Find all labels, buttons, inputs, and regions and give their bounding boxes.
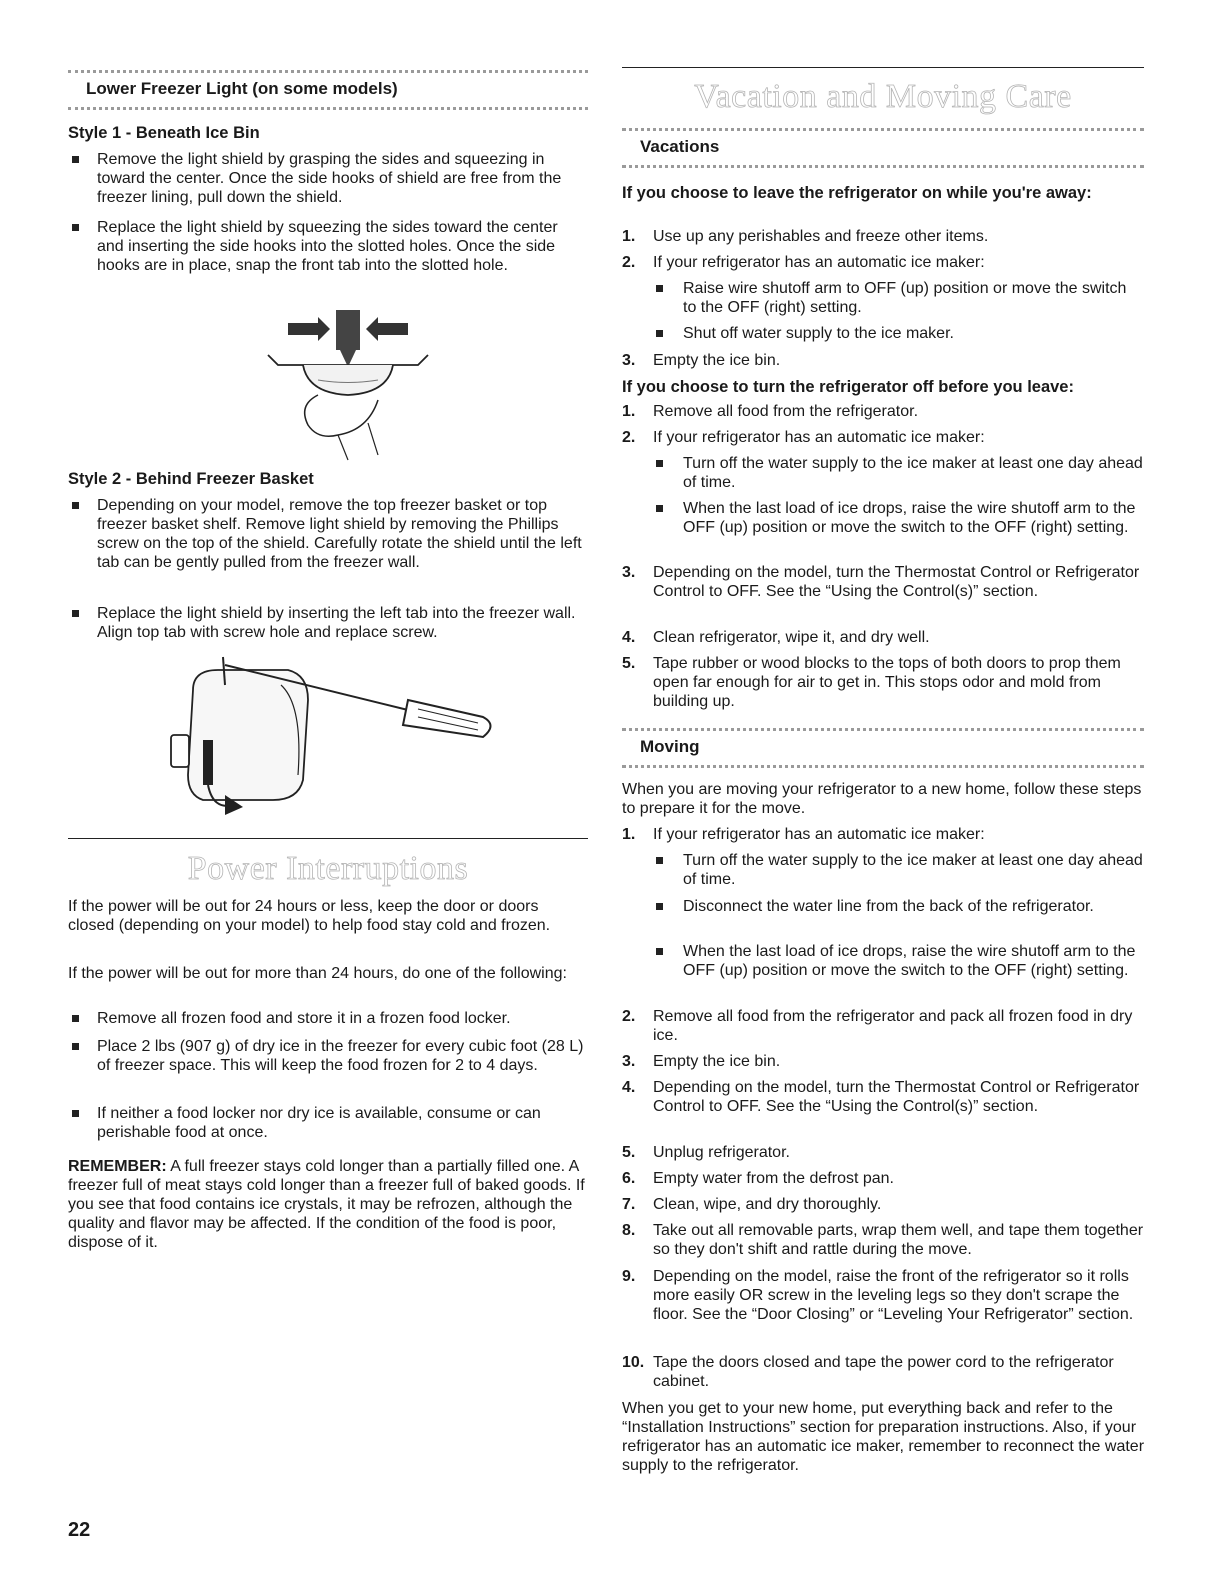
freezer-light-section-header: [68, 70, 588, 110]
list-item: 3. Depending on the model, turn the Thermostat Control or Refrigerator Control to OFF. See the “Using the Control(s)” section.: [622, 564, 1140, 600]
list-item: Shut off water supply to the ice maker.: [652, 324, 1144, 343]
list-item: 8. Take out all removable parts, wrap them well, and tape them together so they don't shift and rattle during the move.: [622, 1222, 1144, 1258]
list-item: 3. Empty the ice bin.: [622, 1053, 781, 1070]
list-item: Replace the light shield by inserting the left tab into the freezer wall. Align top tab with screw hole and replace screw.: [68, 604, 588, 642]
section-divider: [622, 67, 1144, 68]
moving-intro: When you are moving your refrigerator to a new home, follow these steps to prepare it for the move.: [622, 781, 1142, 817]
moving-label: Moving: [640, 737, 700, 756]
list-item: 4. Depending on the model, turn the Thermostat Control or Refrigerator Control to OFF. See the “Using the Control(s)” section.: [622, 1079, 1140, 1115]
style2-heading: Style 2 - Behind Freezer Basket: [68, 470, 314, 488]
list-item: Turn off the water supply to the ice maker at least one day ahead of time.: [652, 851, 1144, 889]
list-item: Disconnect the water line from the back of the refrigerator.: [652, 897, 1144, 916]
list-item: Depending on your model, remove the top freezer basket or top freezer basket shelf. Remove light shield by removing the Phillips screw on the top of the shield. Carefully rotate the shield until the left tab can be gently pulled from the freezer wall.: [68, 496, 588, 572]
list-item: Remove the light shield by grasping the sides and squeezing in toward the center. Once the side hooks of shield are free from the freezer lining, pull down the shield.: [68, 150, 588, 207]
style1-heading: Style 1 - Beneath Ice Bin: [68, 124, 260, 142]
section-divider: [68, 838, 588, 839]
vacations-label: Vacations: [640, 137, 720, 156]
power-paragraph-1: If the power will be out for 24 hours or less, keep the door or doors closed (depending on your model) to help food stay cold and frozen.: [68, 898, 551, 934]
list-item: 6. Empty water from the defrost pan.: [622, 1170, 894, 1187]
screwdriver-illustration: [163, 645, 503, 820]
list-item: 2. If your refrigerator has an automatic ice maker:: [622, 254, 985, 271]
vacation-moving-title: Vacation and Moving Care: [694, 78, 1072, 115]
list-item: 1. If your refrigerator has an automatic ice maker:: [622, 826, 985, 843]
list-item: Place 2 lbs (907 g) of dry ice in the freezer for every cubic foot (28 L) of freezer space. This will keep the food frozen for 2 to 4 days.: [68, 1037, 588, 1075]
list-item: If neither a food locker nor dry ice is available, consume or can perishable food at once.: [68, 1104, 588, 1142]
list-item: 3. Empty the ice bin.: [622, 352, 781, 369]
freezer-light-title: Lower Freezer Light (on some models): [86, 79, 398, 98]
vacation-off-heading: If you choose to turn the refrigerator off before you leave:: [622, 378, 1074, 396]
page-number: 22: [68, 1519, 91, 1541]
list-item: 1. Remove all food from the refrigerator.: [622, 403, 919, 420]
vacations-section-header: [622, 128, 1144, 168]
remember-paragraph: REMEMBER: A full freezer stays cold longer than a partially filled one. A freezer full of meat stays cold longer than a freezer full of baked goods. If you see that food contains ice crystals, it may be refrozen, although the quality and flavor may be affected. If the condition of the food is poor, dispose of it.: [68, 1158, 585, 1251]
power-interruptions-title: Power Interruptions: [187, 850, 469, 887]
list-item: Remove all frozen food and store it in a frozen food locker.: [68, 1009, 588, 1028]
list-item: Turn off the water supply to the ice maker at least one day ahead of time.: [652, 454, 1144, 492]
moving-section-header: [622, 728, 1144, 768]
vacation-on-heading: If you choose to leave the refrigerator on while you're away:: [622, 184, 1092, 202]
list-item: Raise wire shutoff arm to OFF (up) position or move the switch to the OFF (right) setting.: [652, 279, 1144, 317]
list-item: 2. If your refrigerator has an automatic ice maker:: [622, 429, 985, 446]
list-item: 10. Tape the doors closed and tape the power cord to the refrigerator cabinet.: [622, 1354, 1114, 1390]
power-paragraph-2: If the power will be out for more than 24 hours, do one of the following:: [68, 965, 567, 982]
list-item: 2. Remove all food from the refrigerator and pack all frozen food in dry ice.: [622, 1008, 1133, 1044]
list-item: 9. Depending on the model, raise the front of the refrigerator so it rolls more easily OR screw in the leveling legs so they don't scrape the floor. See the “Door Closing” or “Leveling Your Refrigerator” section.: [622, 1268, 1134, 1323]
moving-outro: When you get to your new home, put everything back and refer to the “Installation Instructions” section for preparation instructions. Also, if your refrigerator has an automatic ice maker, remember to reconnect the water supply to the refrigerator.: [622, 1400, 1145, 1474]
light-shield-illustration: [248, 305, 448, 465]
list-item: 5. Tape rubber or wood blocks to the tops of both doors to prop them open far enough for air to get in. This stops odor and mold from building up.: [622, 655, 1121, 710]
list-item: When the last load of ice drops, raise the wire shutoff arm to the OFF (up) position or move the switch to the OFF (right) setting.: [652, 942, 1144, 980]
list-item: 7. Clean, wipe, and dry thoroughly.: [622, 1196, 882, 1213]
list-item: 4. Clean refrigerator, wipe it, and dry well.: [622, 629, 930, 646]
list-item: 5. Unplug refrigerator.: [622, 1144, 790, 1161]
list-item: When the last load of ice drops, raise the wire shutoff arm to the OFF (up) position or move the switch to the OFF (right) setting.: [652, 499, 1144, 537]
list-item: 1. Use up any perishables and freeze other items.: [622, 228, 989, 245]
list-item: Replace the light shield by squeezing the sides toward the center and inserting the side hooks into the slotted holes. Once the side hooks are in place, snap the front tab into the slotted hole.: [68, 218, 588, 275]
